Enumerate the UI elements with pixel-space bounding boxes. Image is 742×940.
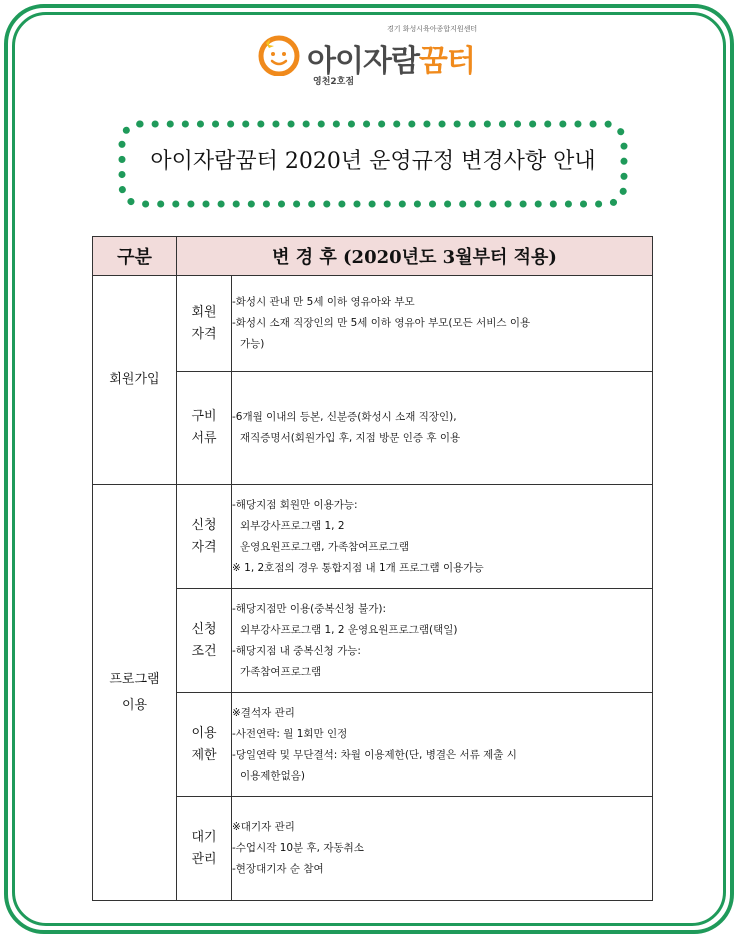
title-banner [116,118,630,210]
category-label: 이용 [121,697,148,713]
description-line: 외부강사프로그램 1, 2 운영요원프로그램(택일) [240,623,458,636]
subcategory-line: 제한 [191,747,217,763]
subcategory-cell [177,276,232,372]
description-cell [232,797,653,901]
subcategory-line: 자격 [191,326,217,342]
header-category: 구분 [93,237,177,276]
subcategory-line: 신청 [191,517,217,533]
subcategory-cell [177,485,232,589]
description-line: -해당지점 내 중복신청 가능: [232,644,361,657]
table-row [93,693,653,797]
description-line: -6개월 이내의 등본, 신분증(화성시 소재 직장인), [232,411,457,423]
description-cell [232,693,653,797]
description-line: -당일연락 및 무단결석: 차월 이용제한(단, 병결은 서류 제출 시 [232,748,517,761]
logo-name-accent: 꿈터 [418,44,475,79]
logo-center-name: 경기 화성시육아종합지원센터 [387,25,478,33]
table-row [93,276,653,372]
description-line: 이용제한없음) [240,769,305,782]
description-line: ※대기자 관리 [232,821,295,833]
logo-branch: 영천2호점 [313,77,355,87]
description-line: ※ 1, 2호점의 경우 통합지점 내 1개 프로그램 이용가능 [232,561,484,574]
table-header-row [93,237,653,276]
description-line: -수업시작 10분 후, 자동취소 [232,842,364,854]
category-program-use [93,485,177,901]
description-line: 재직증명서(회원가입 후, 지점 방문 인증 후 이용 [240,432,461,444]
description-line: -사전연락: 월 1회만 인정 [232,727,348,740]
subcategory-cell [177,797,232,901]
description-line: -화성시 관내 만 5세 이하 영유아와 부모 [232,296,415,308]
description-line: -현장대기자 순 참여 [232,863,324,875]
smiley-face-icon [257,32,301,76]
category-label: 프로그램 [109,671,160,687]
subcategory-line: 신청 [191,621,217,637]
subcategory-cell [177,693,232,797]
description-cell [232,372,653,485]
brand-logo [255,22,495,90]
rules-table [92,236,653,901]
description-line: 가족참여프로그램 [240,665,322,678]
table-row [93,485,653,589]
description-line: 외부강사프로그램 1, 2 [240,519,345,532]
subcategory-line: 구비 [191,409,217,424]
subcategory-line: 서류 [191,431,217,446]
subcategory-line: 관리 [191,851,217,867]
description-line: -해당지점만 이용(중복신청 불가): [232,602,387,615]
category-membership [93,276,177,485]
subcategory-cell [177,372,232,485]
category-label: 회원가입 [109,372,160,387]
description-line: -화성시 소재 직장인의 만 5세 이하 영유아 부모(모든 서비스 이용 [232,317,531,329]
table-row [93,589,653,693]
subcategory-line: 조건 [191,643,217,659]
description-line: ※결석자 관리 [232,706,295,719]
header-changes: 변 경 후 (2020년도 3월부터 적용) [177,237,653,276]
subcategory-line: 회원 [191,304,217,320]
table-row [93,372,653,485]
description-line: -해당지점 회원만 이용가능: [232,498,358,511]
description-cell [232,276,653,372]
description-cell [232,485,653,589]
page-title: 아이자람꿈터 2020년 운영규정 변경사항 안내 [150,149,596,174]
description-cell [232,589,653,693]
description-line: 가능) [240,338,265,350]
subcategory-line: 대기 [191,829,217,845]
subcategory-cell [177,589,232,693]
logo-name-main: 아이자람 [307,44,419,79]
subcategory-line: 이용 [191,725,217,741]
description-line: 운영요원프로그램, 가족참여프로그램 [240,540,409,553]
subcategory-line: 자격 [191,539,217,555]
table-row [93,797,653,901]
